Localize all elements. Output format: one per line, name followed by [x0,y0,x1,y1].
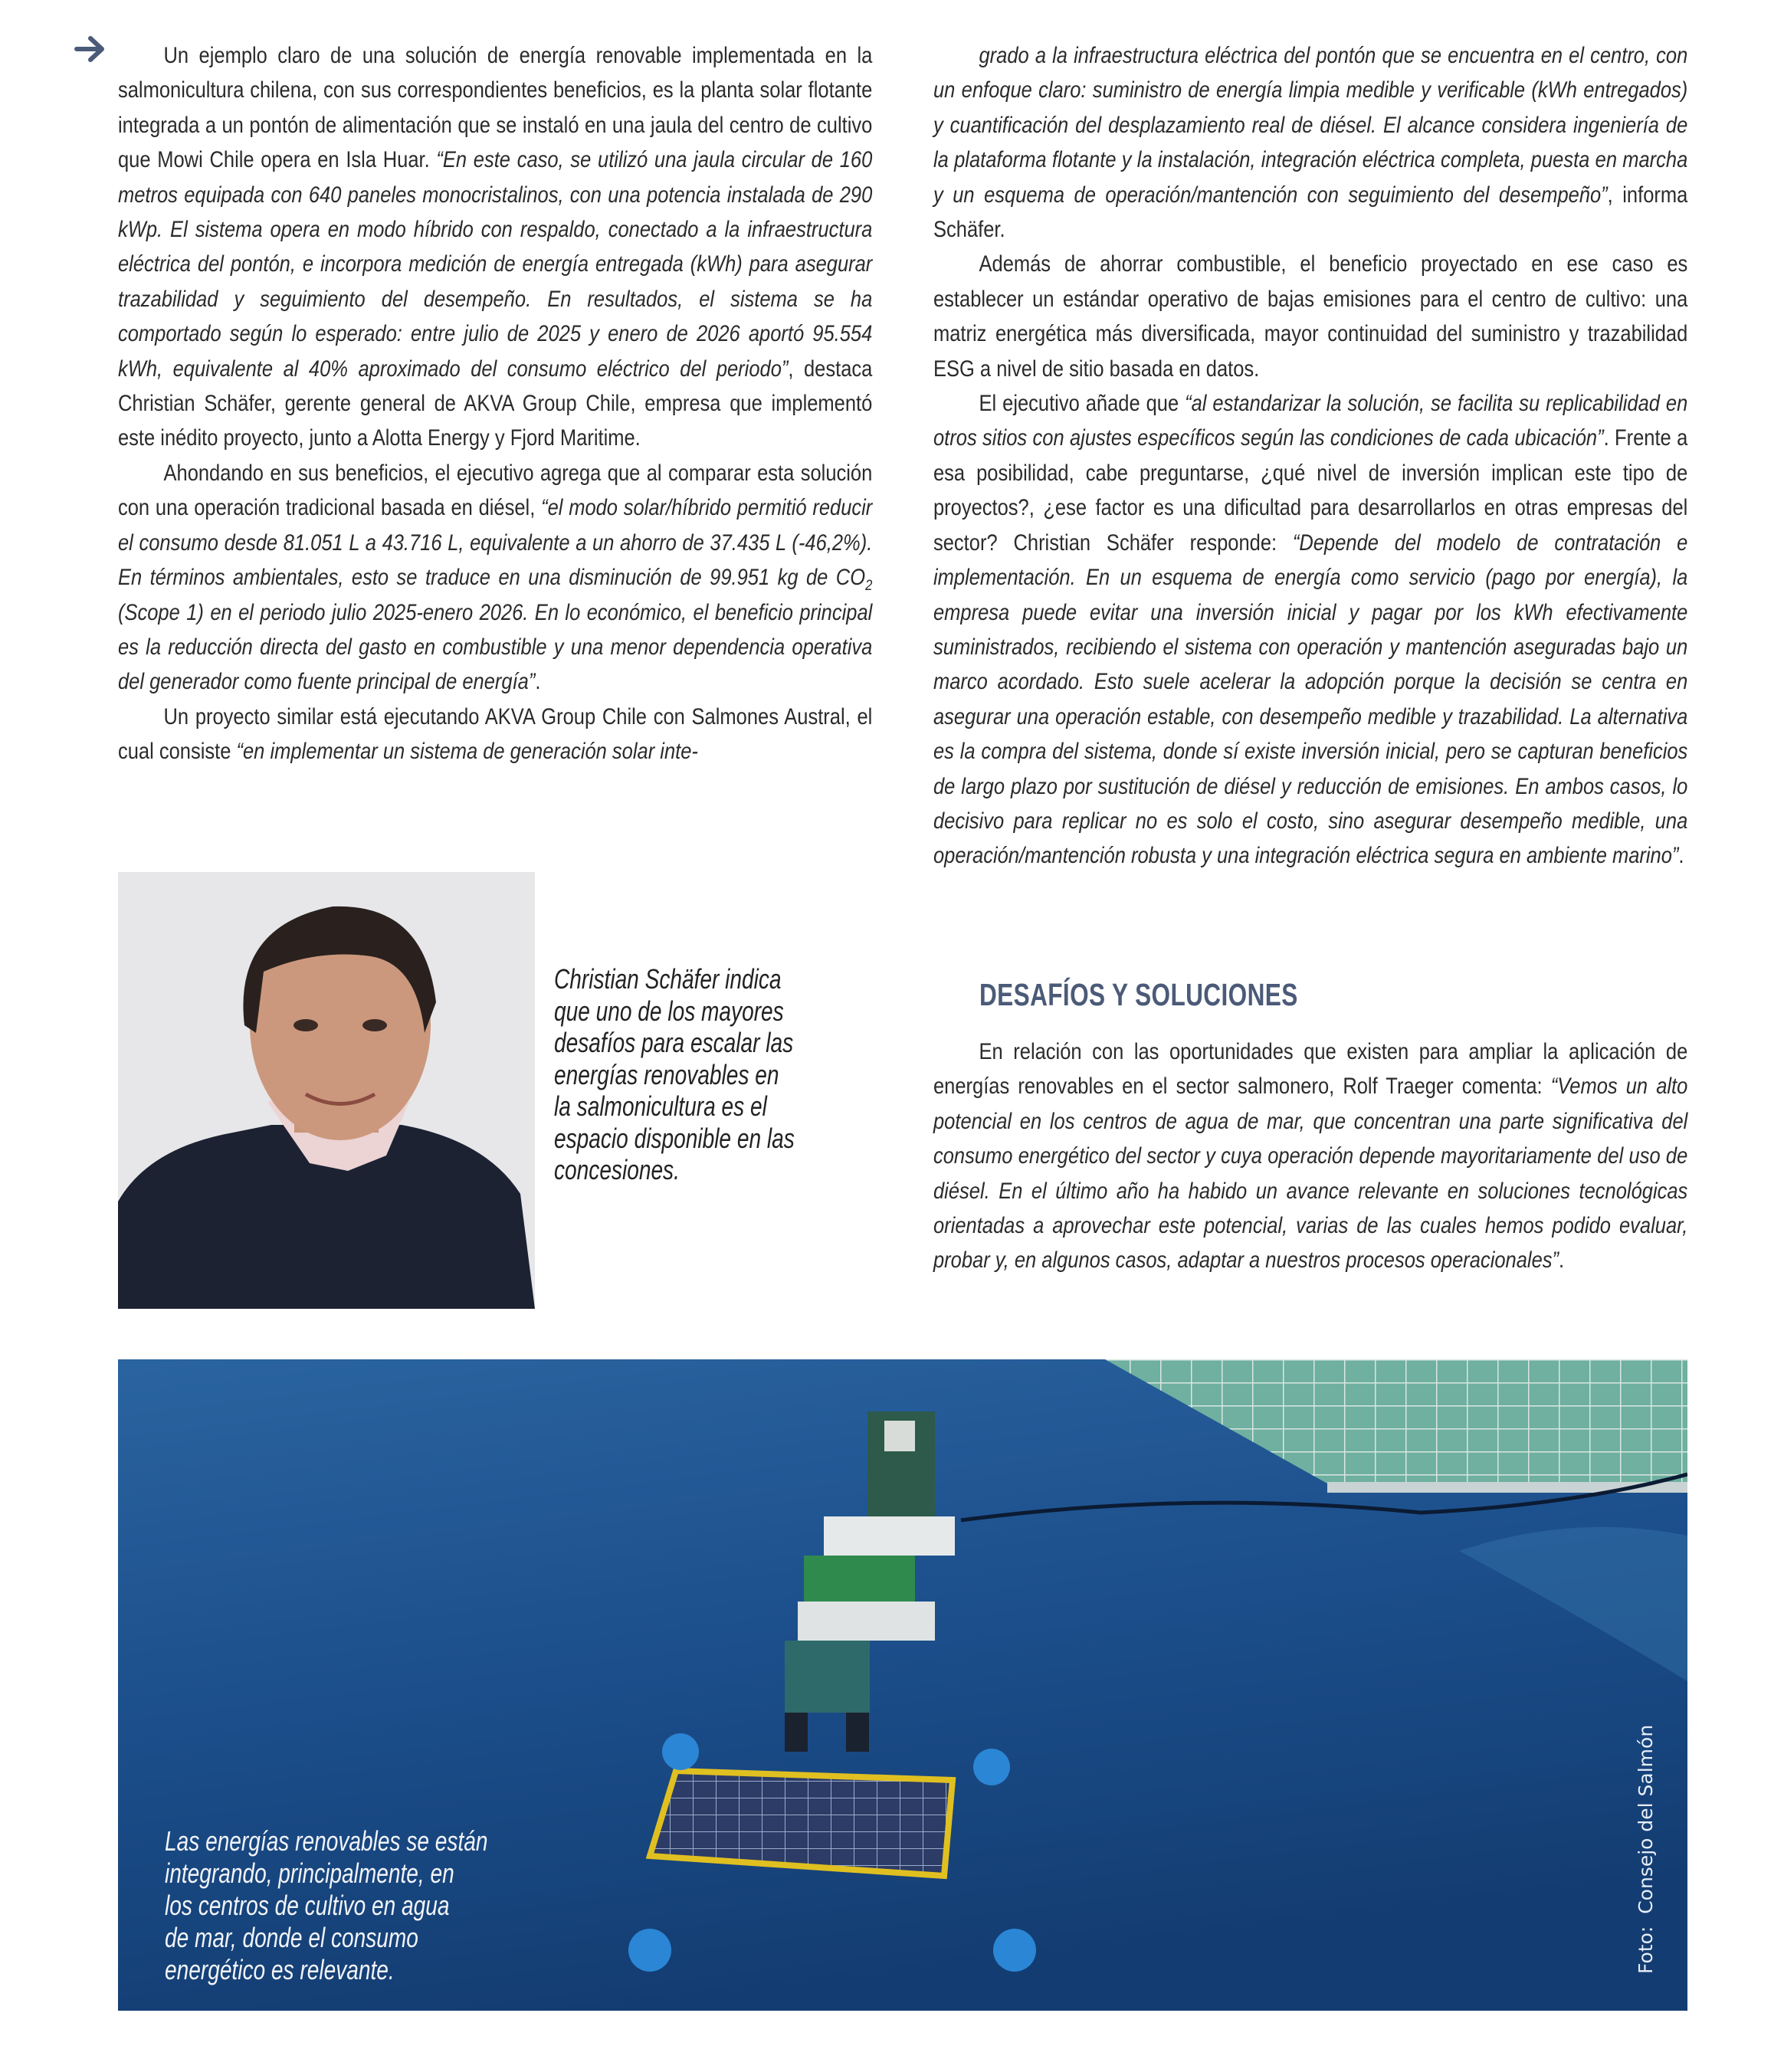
quote-text: “el modo solar/híbrido permitió reducir el consumo desde 81.051 L a 43.716 L, equivalente a un ahorro de 37.435 L (-46,2%). En términos ambientales, esto se traduce en una disminución de 99.951 kg de CO [118,495,873,591]
body-text: , informa Schäfer. [933,182,1688,243]
caption-line: que uno de los mayores [554,995,784,1027]
caption-line: desafíos para escalar las [554,1027,794,1058]
caption-line: espacio disponible en las [554,1122,795,1154]
caption-line: los centros de cultivo en agua [165,1890,450,1921]
photo-credit: Foto: Consejo del Salmón [1635,1724,1657,1974]
quote-text: (Scope 1) en el periodo julio 2025-enero 2026. En lo económico, el beneficio principal es la reducción directa del gasto en combustible y una menor dependencia operativa del generador como fuente principal de energía” [118,599,873,695]
body-text: Un ejemplo claro de una solución de energía renovable implementada en la salmonicultura chilena, con sus correspondientes beneficios, es la planta solar flotante integrada a un pontón de alimentación que se instaló en una jaula del centro de cultivo que Mowi Chile opera en Isla Huar. [118,43,873,173]
body-text: . [535,669,541,695]
paragraph [933,38,1687,247]
quote-text: “Depende del modelo de contratación e implementación. En un esquema de energía como servicio (pago por energía), la empresa puede evitar una inversión inicial y pagar por los kWh efectivamente suministrados, recibiendo el sistema con operación y mantención aseguradas bajo un marco acordado. Esto suele acelerar la adopción porque la decisión se centra en asegurar una operación estable, con desempeño medible y trazabilidad. La alternativa es la compra del sistema, donde sí existe inversión inicial, pero se capturan beneficios de largo plazo por sustitución de diésel y reducción de emisiones. En ambos casos, lo decisivo para replicar no es solo el costo, sino asegurar desempeño medible, una operación/mantención robusta y una integración eléctrica segura en ambiente marino” [933,529,1688,869]
caption-line: Las energías renovables se están [165,1825,488,1857]
paragraph [933,386,1687,874]
portrait-photo [118,872,535,1309]
body-text: Un proyecto similar está ejecutando AKVA Group Chile con Salmones Austral, el cual consiste [118,703,873,765]
caption-line: concesiones. [554,1154,680,1185]
body-text: Ahondando en sus beneficios, el ejecutivo agrega que al comparar esta solución con una operación tradicional basada en diésel, [118,460,873,521]
paragraph [118,456,872,700]
caption-line: Christian Schäfer indica [554,963,782,995]
paragraph [933,1034,1687,1278]
photo-caption [165,1825,487,1986]
body-text: Además de ahorrar combustible, el beneficio proyectado en ese caso es establecer un estándar operativo de bajas emisiones para el centro de cultivo: una matriz energética más diversificada, mayor continuidad del suministro y trazabilidad ESG a nivel de sitio basada en datos. [933,251,1688,382]
caption-line: de mar, donde el consumo [165,1922,418,1953]
body-text: . [1559,1247,1565,1274]
body-text: El ejecutivo añade que [979,391,1186,417]
aerial-solar-pontoon-photo [118,1359,1687,2011]
caption-line: energías renovables en [554,1058,779,1090]
quote-text: “En este caso, se utilizó una jaula circular de 160 metros equipada con 640 paneles monocristalinos, con una potencia instalada de 290 kWp. El sistema opera en modo híbrido con respaldo, conectado a la infraestructura eléctrica del pontón, e incorpora medición de energía entregada (kWh) para asegurar trazabilidad y seguimiento del desempeño. En resultados, el sistema se ha comportado según lo esperado: entre julio de 2025 y enero de 2026 aportó 95.554 kWh, equivalente al 40% aproximado del consumo eléctrico del periodo” [118,147,873,382]
body-text: En relación con las oportunidades que existen para ampliar la aplicación de energías renovables en el sector salmonero, Rolf Traeger comenta: [933,1039,1688,1100]
body-text: . Frente a esa posibilidad, cabe preguntarse, ¿qué nivel de inversión implican este tipo de proyectos?, ¿ese factor es una dificultad para desarrollarlos en otras empresas del sector? Christian Schäfer responde: [933,425,1688,556]
quote-text: “Vemos un alto potencial en los centros de agua de mar, que concentran una parte significativa del consumo energético del sector y cuya operación depende mayoritariamente del uso de diésel. En el último año ha habido un avance relevante en soluciones tecnológicas orientadas a aprovechar este potencial, varias de las cuales hemos podido evaluar, probar y, en algunos casos, adaptar a nuestros procesos operacionales” [933,1074,1688,1274]
arrow-right-icon [74,34,107,64]
caption-line: la salmonicultura es el [554,1090,767,1122]
body-text: , destaca Christian Schäfer, gerente general de AKVA Group Chile, empresa que implementó este inédito proyecto, junto a Alotta Energy y Fjord Maritime. [118,356,873,451]
subscript: 2 [865,577,873,595]
portrait-caption [554,963,795,1186]
section-body [933,1034,1687,1278]
paragraph [118,700,872,769]
quote-text: “en implementar un sistema de generación solar inte- [236,739,698,765]
quote-text: “al estandarizar la solución, se facilita su replicabilidad en otros sitios con ajustes específicos según las condiciones de cada ubicación” [933,391,1688,451]
caption-line: energético es relevante. [165,1954,395,1985]
paragraph [118,38,872,456]
right-column-body [933,38,1687,874]
left-column-body [118,38,872,769]
body-text: . [1678,843,1684,869]
quote-text: grado a la infraestructura eléctrica del pontón que se encuentra en el centro, con un enfoque claro: suministro de energía limpia medible y verificable (kWh entregados) y cuantificación del desplazamiento real de diésel. El alcance considera ingeniería de la plataforma flotante y la instalación, integración eléctrica completa, puesta en marcha y un esquema de operación/mantención con seguimiento del desempeño” [933,43,1688,208]
caption-line: integrando, principalmente, en [165,1857,454,1889]
paragraph [933,247,1687,386]
section-heading: DESAFÍOS Y SOLUCIONES [979,977,1298,1012]
